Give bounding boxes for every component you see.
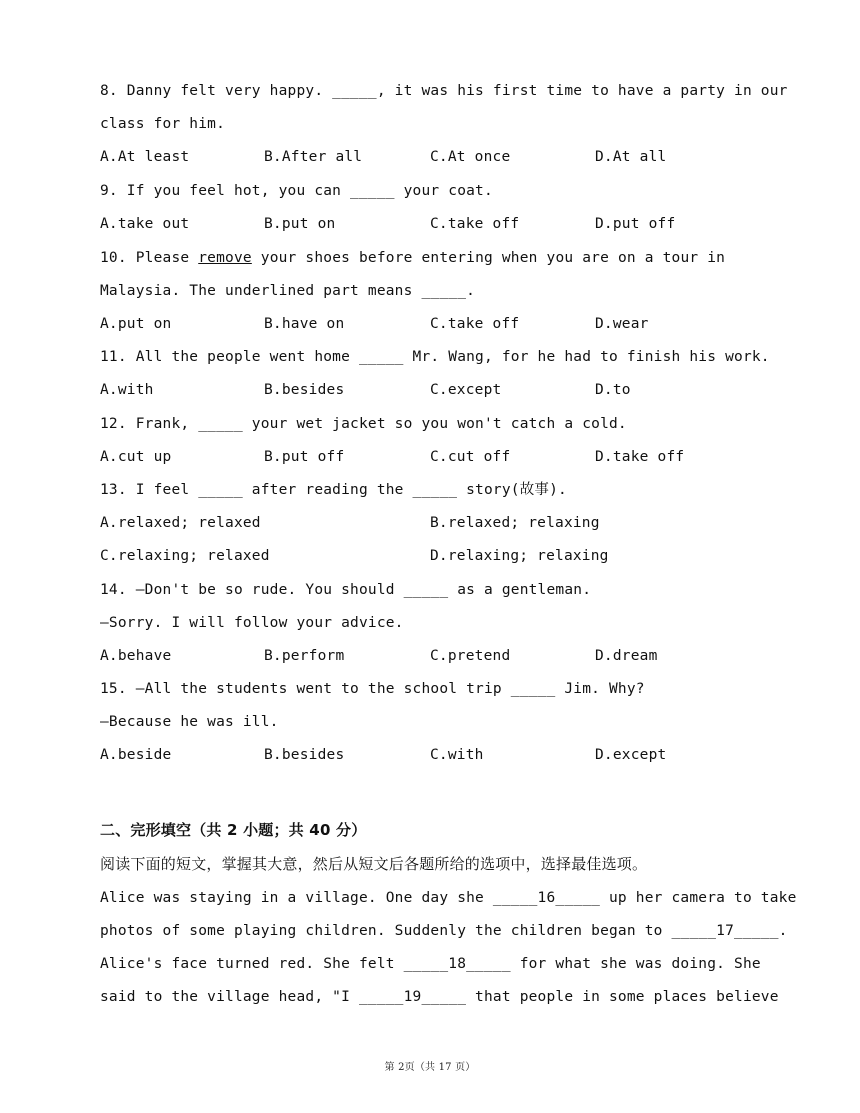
section-instruction: 阅读下面的短文，掌握其大意，然后从短文后各题所给的选项中，选择最佳选项。 (100, 855, 648, 873)
question-10-option-a: A.put on (100, 316, 172, 332)
question-15-option-a: A.beside (100, 747, 172, 763)
question-15-option-d: D.except (595, 747, 667, 763)
page-footer: 第 2页（共 17 页） (384, 1062, 476, 1073)
question-15-line-2: —Because he was ill. (100, 714, 279, 730)
question-14-line-2: —Sorry. I will follow your advice. (100, 615, 404, 631)
question-15-option-c: C.with (430, 747, 484, 763)
question-9-line-1: 9. If you feel hot, you can _____ your coat. (100, 183, 493, 199)
question-11-line-1: 11. All the people went home _____ Mr. Wang, for he had to finish his work. (100, 349, 770, 365)
underlined-word: remove (198, 250, 252, 266)
question-8-option-d: D.At all (595, 149, 667, 165)
question-14-line-1: 14. —Don't be so rude. You should _____ as a gentleman. (100, 582, 592, 598)
passage-line-2: photos of some playing children. Suddenly the children began to _____17_____. (100, 923, 788, 939)
question-10-line-2: Malaysia. The underlined part means _____. (100, 283, 476, 299)
question-10-option-b: B.have on (264, 316, 345, 332)
question-14-option-b: B.perform (264, 648, 345, 664)
question-9-option-a: A.take out (100, 216, 190, 232)
question-10-text-pre: 10. Please (100, 250, 199, 266)
question-13-option-a: A.relaxed; relaxed (100, 515, 261, 531)
question-11-option-b: B.besides (264, 382, 345, 398)
passage-line-4: said to the village head, "I _____19_____ that people in some places believe (100, 989, 779, 1005)
question-13-option-b: B.relaxed; relaxing (430, 515, 600, 531)
question-11-option-a: A.with (100, 382, 154, 398)
question-12-option-d: D.take off (595, 449, 685, 465)
section-title: 二、完形填空（共 2 小题；共 40 分） (100, 821, 367, 839)
question-9-option-b: B.put on (264, 216, 336, 232)
question-12-option-b: B.put off (264, 449, 345, 465)
question-15-option-b: B.besides (264, 747, 345, 763)
question-11-option-c: C.except (430, 382, 502, 398)
question-11-option-d: D.to (595, 382, 631, 398)
passage-line-1: Alice was staying in a village. One day she _____16_____ up her camera to take (100, 890, 797, 906)
question-10-option-d: D.wear (595, 316, 649, 332)
question-12-line-1: 12. Frank, _____ your wet jacket so you won't catch a cold. (100, 416, 627, 432)
question-10-option-c: C.take off (430, 316, 520, 332)
question-8-option-b: B.After all (264, 149, 363, 165)
question-12-option-a: A.cut up (100, 449, 172, 465)
question-14-option-a: A.behave (100, 648, 172, 664)
question-14-option-d: D.dream (595, 648, 658, 664)
question-13-line-1: 13. I feel _____ after reading the _____ story(故事). (100, 482, 567, 498)
question-8-option-c: C.At once (430, 149, 511, 165)
question-10-text-post: your shoes before entering when you are on a tour in (251, 250, 726, 266)
question-14-option-c: C.pretend (430, 648, 511, 664)
question-13-option-c: C.relaxing; relaxed (100, 548, 270, 564)
question-12-option-c: C.cut off (430, 449, 511, 465)
question-8-line-1: 8. Danny felt very happy. _____, it was his first time to have a party in our (100, 83, 788, 99)
question-9-option-c: C.take off (430, 216, 520, 232)
question-13-option-d: D.relaxing; relaxing (430, 548, 609, 564)
question-8-option-a: A.At least (100, 149, 190, 165)
question-15-line-1: 15. —All the students went to the school trip _____ Jim. Why? (100, 681, 645, 697)
question-8-line-2: class for him. (100, 116, 226, 132)
question-9-option-d: D.put off (595, 216, 676, 232)
question-10-line-1 (100, 248, 725, 268)
passage-line-3: Alice's face turned red. She felt _____18_____ for what she was doing. She (100, 956, 761, 972)
